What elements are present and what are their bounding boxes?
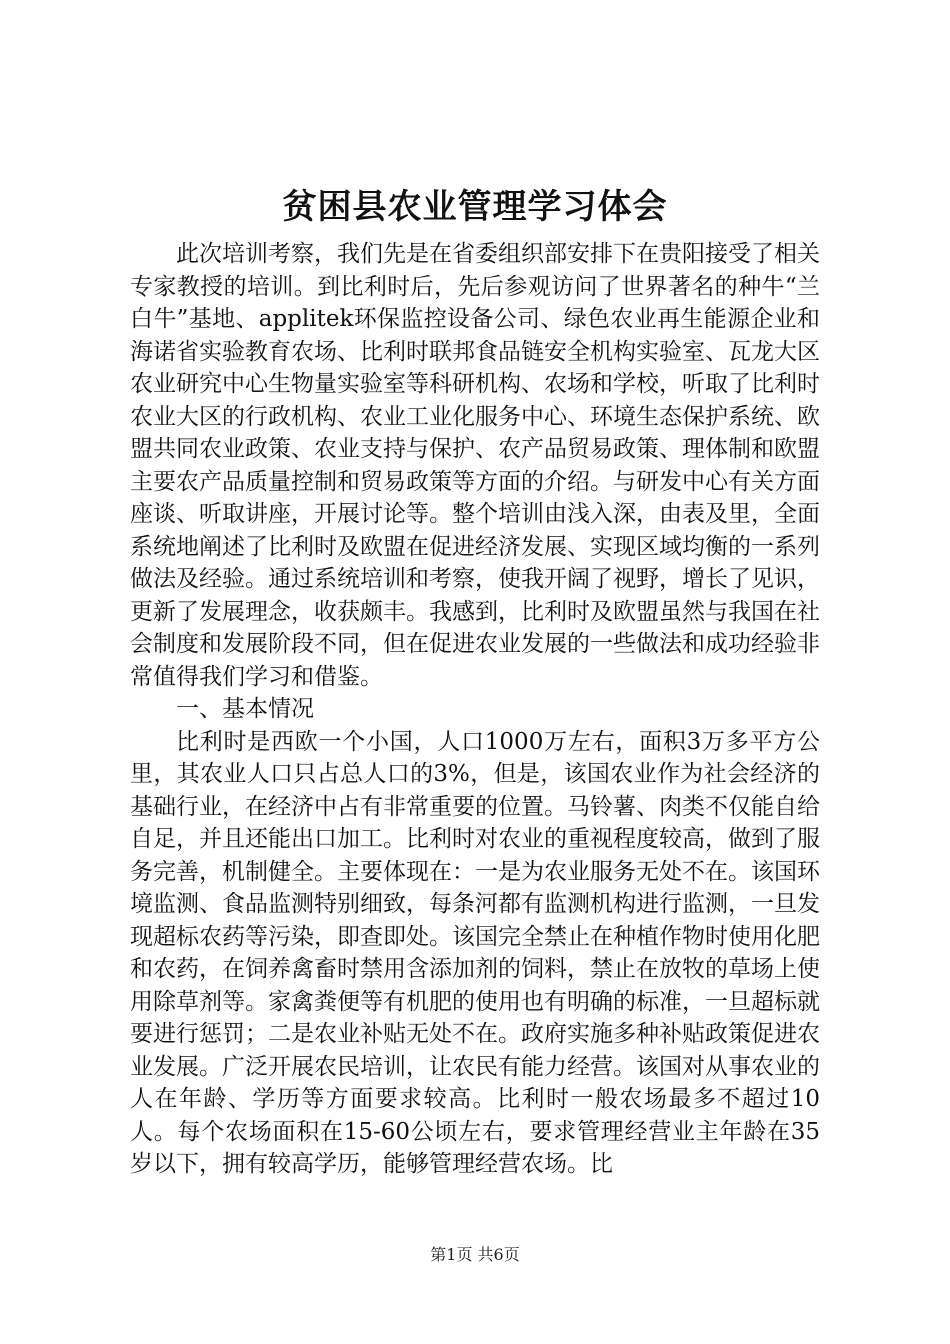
page-footer: 第1页 共6页 <box>430 1245 520 1264</box>
document-title: 贫困县农业管理学习体会 <box>282 187 668 227</box>
basic-situation-paragraph: 比利时是西欧一个小国，人口1000万左右，面积3万多平方公里，其农业人口只占总人口的3%，但是，该国农业作为社会经济的基础行业，在经济中占有非常重要的位置。马铃薯、肉类不仅能自给自足，并且还能出口加工。比利时对农业的重视程度较高，做到了服务完善，机制健全。主要体现在：一是为农业服务无处不在。该国环境监测、食品监测特别细致，每条河都有监测机构进行监测，一旦发现超标农药等污染，即查即处。该国完全禁止在种植作物时使用化肥和农药，在饲养禽畜时禁用含添加剂的饲料，禁止在放牧的草场上使用除草剂等。家禽粪便等有机肥的使用也有明确的标准，一旦超标就要进行惩罚；二是农业补贴无处不在。政府实施多种补贴政策促进农业发展。广泛开展农民培训，让农民有能力经营。该国对从事农业的人在年龄、学历等方面要求较高。比利时一般农场最多不超过10人。每个农场面积在15-60公顷左右，要求管理经营业主年龄在35岁以下，拥有较高学历，能够管理经营农场。比 <box>130 728 820 1177</box>
section-heading: 一、基本情况 <box>176 696 314 722</box>
intro-paragraph: 此次培训考察，我们先是在省委组织部安排下在贵阳接受了相关专家教授的培训。到比利时后，先后参观访问了世界著名的种牛“兰白牛”基地、applitek环保监控设备公司、绿色农业再生能源企业和海诺省实验教育农场、比利时联邦食品链安全机构实验室、瓦龙大区农业研究中心生物量实验室等科研机构、农场和学校，听取了比利时农业大区的行政机构、农业工业化服务中心、环境生态保护系统、欧盟共同农业政策、农业支持与保护、农产品贸易政策、理体制和欧盟主要农产品质量控制和贸易政策等方面的介绍。与研发中心有关方面座谈、听取讲座，开展讨论等。整个培训由浅入深，由表及里，全面系统地阐述了比利时及欧盟在促进经济发展、实现区域均衡的一系列做法及经验。通过系统培训和考察，使我开阔了视野，增长了见识，更新了发展理念，收获颇丰。我感到，比利时及欧盟虽然与我国在社会制度和发展阶段不同，但在促进农业发展的一些做法和成功经验非常值得我们学习和借鉴。 <box>130 241 820 690</box>
document-body <box>130 238 820 1181</box>
